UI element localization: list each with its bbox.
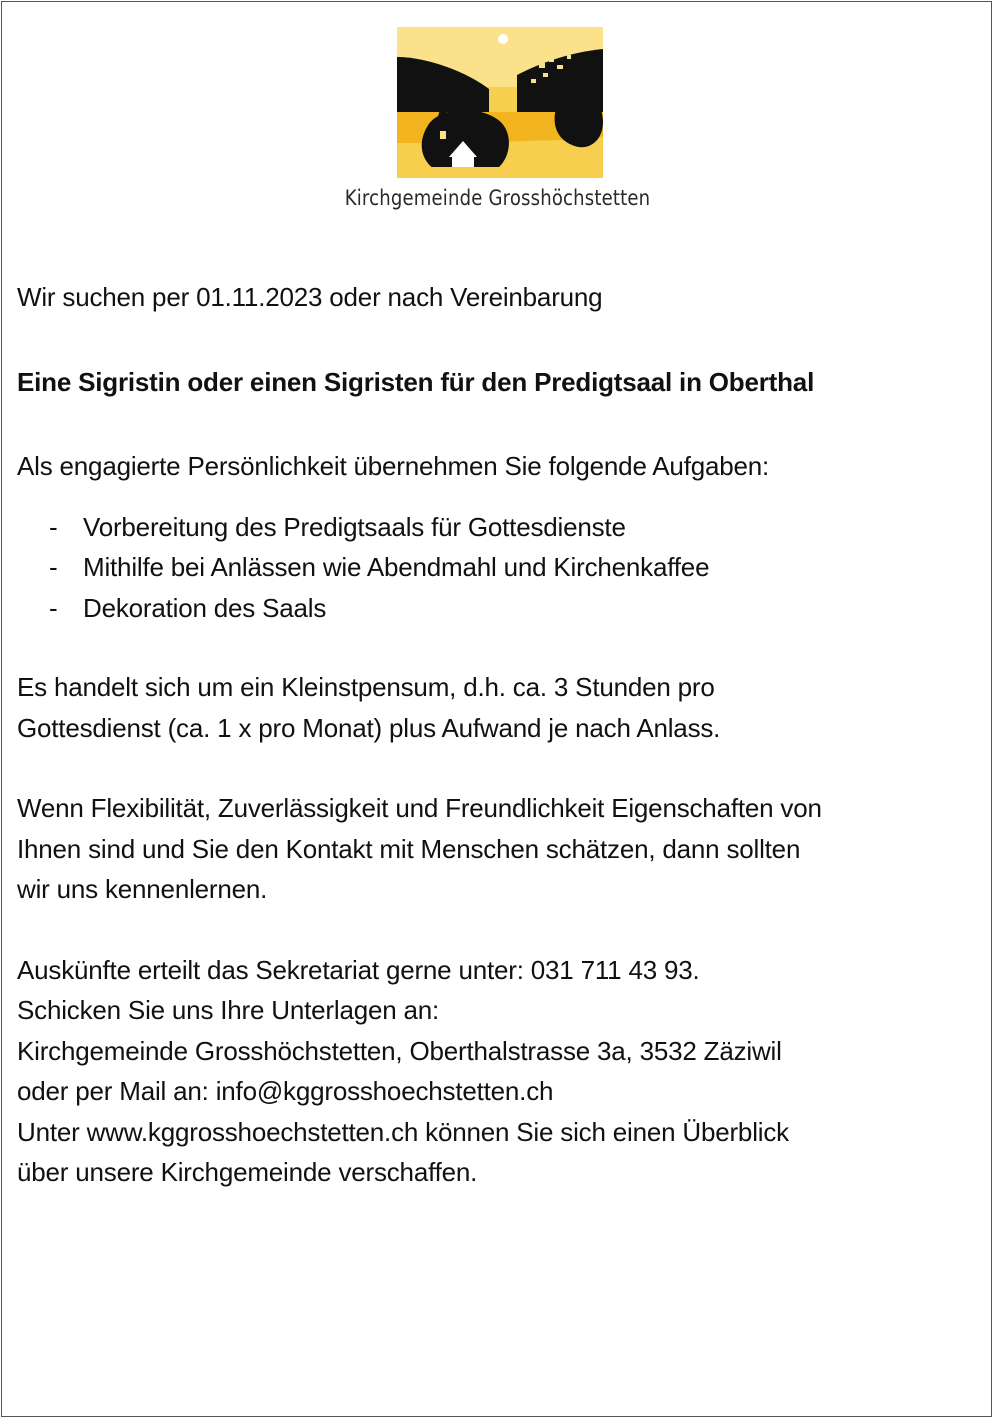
- contact-paragraph: [17, 950, 982, 1193]
- logo-caption: Kirchgemeinde Grosshöchstetten: [344, 186, 651, 210]
- task-item: [17, 588, 982, 629]
- task-list: [17, 507, 982, 629]
- workload-paragraph: [17, 667, 982, 748]
- church-village-logo-icon: [397, 27, 603, 178]
- task-text: Vorbereitung des Predigtsaals für Gottesdienste: [83, 511, 626, 542]
- profile-paragraph: [17, 788, 982, 910]
- task-text: Dekoration des Saals: [83, 592, 327, 623]
- contact-address-line: Kirchgemeinde Grosshöchstetten, Oberthalstrasse 3a, 3532 Zäziwil: [17, 1035, 782, 1066]
- list-dash: -: [49, 552, 58, 582]
- contact-email-line: oder per Mail an: info@kggrosshoechstetten.ch: [17, 1076, 554, 1106]
- job-title: Eine Sigristin oder einen Sigristen für den Predigtsaal in Oberthal: [17, 366, 815, 397]
- workload-line: Es handelt sich um ein Kleinstpensum, d.h. ca. 3 Stunden pro: [17, 672, 715, 702]
- task-item: [17, 507, 982, 548]
- list-dash: -: [49, 511, 58, 542]
- profile-line: Wenn Flexibilität, Zuverlässigkeit und Freundlichkeit Eigenschaften von: [17, 793, 822, 823]
- contact-website-line: Unter www.kggrosshoechstetten.ch können Sie sich einen Überblick: [17, 1116, 789, 1147]
- tasks-intro: Als engagierte Persönlichkeit übernehmen Sie folgende Aufgaben:: [17, 451, 770, 481]
- intro-line: Wir suchen per 01.11.2023 oder nach Vereinbarung: [17, 282, 603, 312]
- workload-line: Gottesdienst (ca. 1 x pro Monat) plus Aufwand je nach Anlass.: [17, 712, 721, 743]
- profile-line: wir uns kennenlernen.: [17, 874, 268, 904]
- contact-line: Schicken Sie uns Ihre Unterlagen an:: [17, 995, 440, 1025]
- contact-phone-line: Auskünfte erteilt das Sekretariat gerne unter: 031 711 43 93.: [17, 954, 700, 985]
- list-dash: -: [49, 592, 58, 623]
- task-item: [17, 547, 982, 588]
- task-text: Mithilfe bei Anlässen wie Abendmahl und Kirchenkaffee: [83, 552, 710, 582]
- contact-line: über unsere Kirchgemeinde verschaffen.: [17, 1157, 478, 1187]
- profile-line: Ihnen sind und Sie den Kontakt mit Menschen schätzen, dann sollten: [17, 833, 801, 864]
- job-posting-body: [17, 277, 982, 1233]
